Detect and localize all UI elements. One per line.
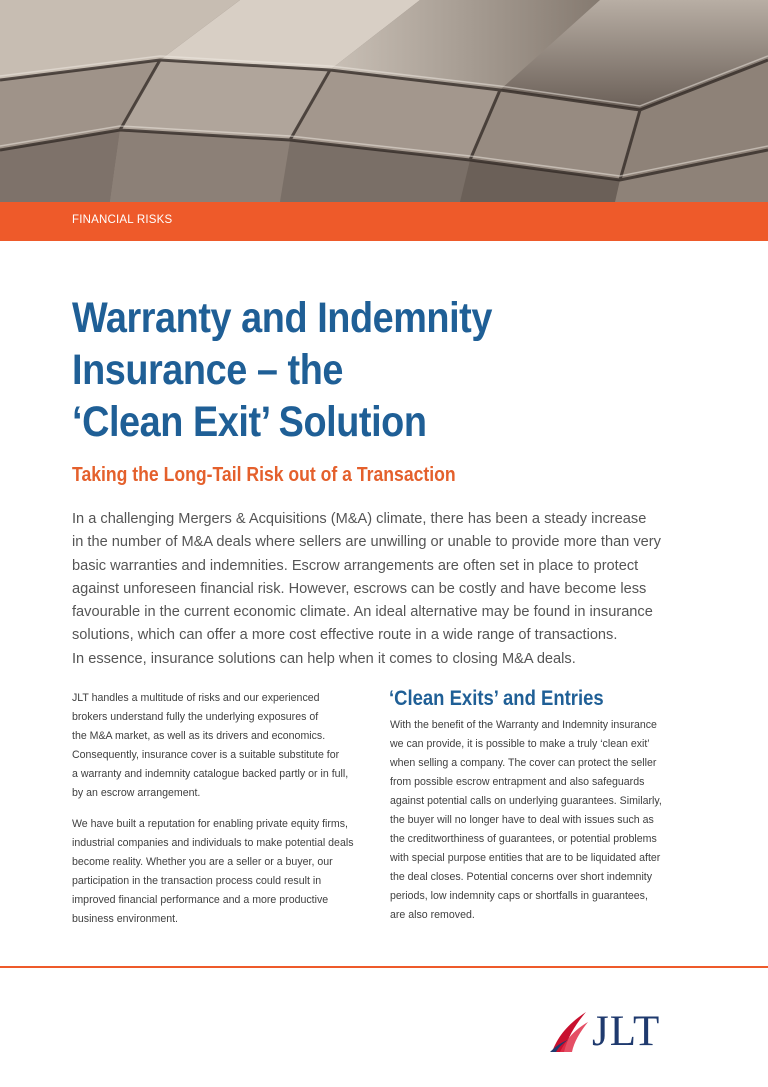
title-line: Insurance – the (72, 346, 343, 394)
body-line: when selling a company. The cover can protect the seller (390, 757, 657, 769)
intro-line: basic warranties and indemnities. Escrow arrangements are often set in place to protect (72, 557, 639, 574)
body-line: by an escrow arrangement. (72, 787, 201, 799)
intro-paragraph (72, 508, 692, 671)
page-subtitle: Taking the Long-Tail Risk out of a Transaction (72, 464, 456, 486)
body-line: periods, low indemnity caps or shortfalls in guarantees, (390, 890, 648, 902)
body-line: we can provide, it is possible to make a truly ‘clean exit’ (390, 738, 650, 750)
body-line: with special purpose entities that are to be liquidated after (390, 852, 661, 864)
left-paragraph-1 (72, 689, 388, 803)
intro-line: solutions, which can offer a more cost effective route in a wide range of transactions. (72, 627, 618, 644)
body-line: improved financial performance and a more productive (72, 894, 329, 906)
body-line: business environment. (72, 913, 178, 925)
body-line: a warranty and indemnity catalogue backed partly or in full, (72, 768, 349, 780)
body-line: With the benefit of the Warranty and Indemnity insurance (390, 719, 657, 731)
category-band (0, 202, 768, 241)
intro-line: favourable in the current economic climate. An ideal alternative may be found in insurance (72, 604, 653, 621)
body-line: We have built a reputation for enabling private equity firms, (72, 818, 348, 830)
intro-line: against unforeseen financial risk. However, escrows can be costly and have become less (72, 580, 647, 597)
section-heading: ‘Clean Exits’ and Entries (389, 687, 604, 710)
body-line: against potential calls on underlying guarantees. Similarly, (390, 795, 662, 807)
hero-photo (0, 0, 768, 202)
page-title (72, 292, 635, 448)
body-line: are also removed. (390, 909, 475, 921)
intro-line: In essence, insurance solutions can help when it comes to closing M&A deals. (72, 650, 576, 667)
body-line: the buyer will no longer have to deal with issues such as (390, 814, 654, 826)
body-line: participation in the transaction process could result in (72, 875, 322, 887)
jlt-logo (548, 1006, 698, 1056)
body-line: brokers understand fully the underlying exposures of (72, 711, 319, 723)
right-column (390, 716, 706, 925)
footer-rule (0, 966, 768, 968)
body-line: the creditworthiness of guarantees, or potential problems (390, 833, 657, 845)
left-column (72, 689, 388, 929)
body-line: the M&A market, as well as its drivers and economics. (72, 730, 326, 742)
body-line: JLT handles a multitude of risks and our experienced (72, 692, 320, 704)
title-line: ‘Clean Exit’ Solution (72, 398, 427, 446)
logo-text: JLT (592, 1008, 661, 1055)
body-line: Consequently, insurance cover is a suitable substitute for (72, 749, 340, 761)
spiral-staircase-image (0, 0, 768, 202)
title-line: Warranty and Indemnity (72, 294, 492, 342)
body-line: the deal closes. Potential concerns over short indemnity (390, 871, 653, 883)
category-label: FINANCIAL RISKS (72, 214, 173, 226)
intro-line: In a challenging Mergers & Acquisitions (M&A) climate, there has been a steady increase (72, 511, 647, 527)
body-line: become reality. Whether you are a seller or a buyer, our (72, 856, 333, 868)
jlt-swoosh-icon (548, 1006, 594, 1056)
intro-line: in the number of M&A deals where sellers are unwilling or unable to provide more than very (72, 534, 661, 551)
body-line: industrial companies and individuals to make potential deals (72, 837, 354, 849)
body-line: from possible escrow entrapment and also safeguards (390, 776, 645, 788)
left-paragraph-2 (72, 815, 388, 929)
